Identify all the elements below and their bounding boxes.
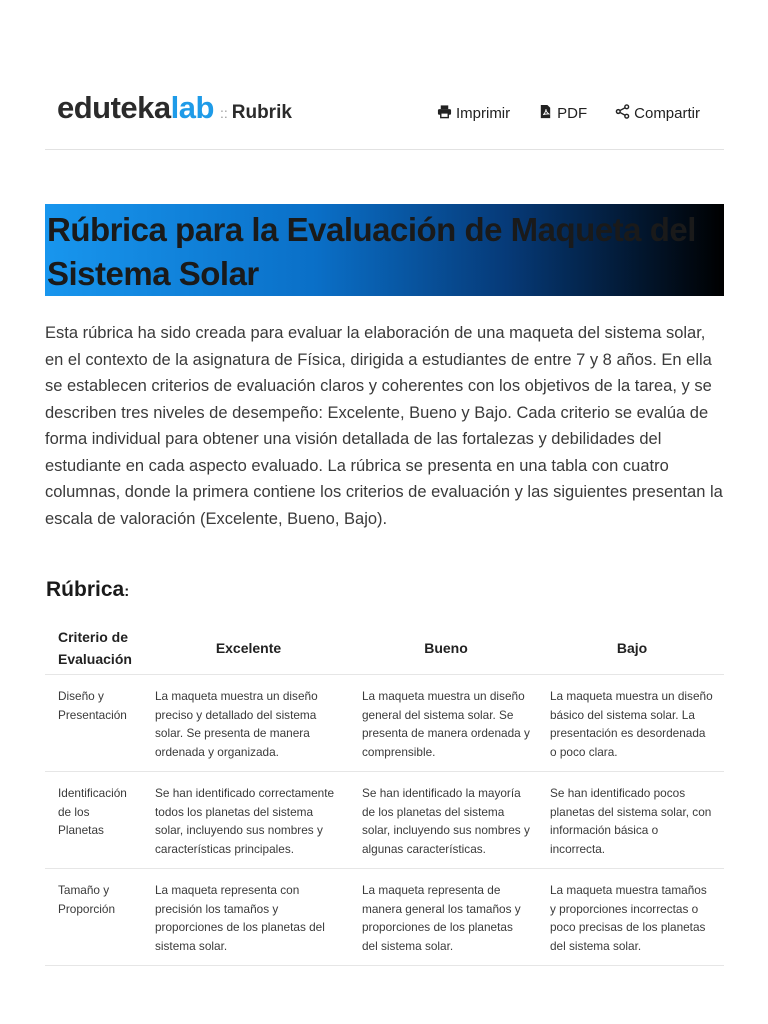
bajo-cell: La maqueta muestra un diseño básico del sistema solar. La presentación es desordenada o poco clara. xyxy=(540,675,724,772)
logo-separator: :: xyxy=(219,105,228,121)
section-title-text: Rúbrica xyxy=(46,578,125,601)
table-header-row xyxy=(45,622,724,675)
logo-text-lab: lab xyxy=(170,90,214,125)
criterion-cell: Identificación de los Planetas xyxy=(45,772,145,869)
bajo-cell: Se han identificado pocos planetas del sistema solar, con información básica o incorrecta. xyxy=(540,772,724,869)
criterion-cell: Tamaño y Proporción xyxy=(45,869,145,966)
section-title-colon: : xyxy=(124,583,130,600)
logo-text-rubrik: Rubrik xyxy=(231,102,292,123)
title-banner xyxy=(45,204,724,296)
bueno-cell: La maqueta representa de manera general los tamaños y proporciones de los planetas del sistema solar. xyxy=(352,869,540,966)
share-button[interactable] xyxy=(615,104,700,123)
rubric-table xyxy=(45,622,724,966)
header-bajo: Bajo xyxy=(540,622,724,675)
logo-text-eduteka: eduteka xyxy=(57,90,171,125)
intro-paragraph: Esta rúbrica ha sido creada para evaluar la elaboración de una maqueta del sistema solar, en el contexto de la asignatura de Física, dirigida a estudiantes de entre 7 y 8 años. En ella se establecen criterios de evaluación claros y coherentes con los objetivos de la tarea, y se describen tres niveles de desempeño: Excelente, Bueno y Bajo. Cada criterio se evalúa de forma individual para obtener una visión detallada de las fortalezas y debilidades del estudiante en cada aspecto evaluado. La rúbrica se presenta en una tabla con cuatro columnas, donde la primera contiene los criterios de evaluación y las siguientes presentan la escala de valoración (Excelente, Bueno, Bajo). xyxy=(45,324,723,528)
bueno-cell: La maqueta muestra un diseño general del sistema solar. Se presenta de manera ordenada y comprensible. xyxy=(352,675,540,772)
printer-icon xyxy=(437,104,452,123)
header-bueno: Bueno xyxy=(352,622,540,675)
excelente-cell: La maqueta muestra un diseño preciso y detallado del sistema solar. Se presenta de manera ordenada y organizada. xyxy=(145,675,352,772)
eduteka-logo[interactable] xyxy=(57,90,292,126)
table-row xyxy=(45,772,724,869)
pdf-label: PDF xyxy=(557,105,588,122)
excelente-cell: La maqueta representa con precisión los tamaños y proporciones de los planetas del sistema solar. xyxy=(145,869,352,966)
share-label: Compartir xyxy=(634,105,700,122)
share-icon xyxy=(615,104,630,123)
header-criterio: Criterio de Evaluación xyxy=(45,622,145,675)
table-row xyxy=(45,675,724,772)
bajo-cell: La maqueta muestra tamaños y proporciones incorrectas o poco precisas de los planetas del sistema solar. xyxy=(540,869,724,966)
header-actions xyxy=(437,104,700,123)
excelente-cell: Se han identificado correctamente todos los planetas del sistema solar, incluyendo sus nombres y características principales. xyxy=(145,772,352,869)
table-row xyxy=(45,869,724,966)
header-excelente: Excelente xyxy=(145,622,352,675)
pdf-button[interactable] xyxy=(538,104,587,123)
section-title xyxy=(46,578,129,602)
page-title: Rúbrica para la Evaluación de Maqueta del Sistema Solar xyxy=(47,211,696,292)
criterion-cell: Diseño y Presentación xyxy=(45,675,145,772)
print-button[interactable] xyxy=(437,104,510,123)
bueno-cell: Se han identificado la mayoría de los planetas del sistema solar, incluyendo sus nombres y algunas características. xyxy=(352,772,540,869)
pdf-icon xyxy=(538,104,553,123)
page-header xyxy=(45,80,724,150)
print-label: Imprimir xyxy=(455,105,511,122)
